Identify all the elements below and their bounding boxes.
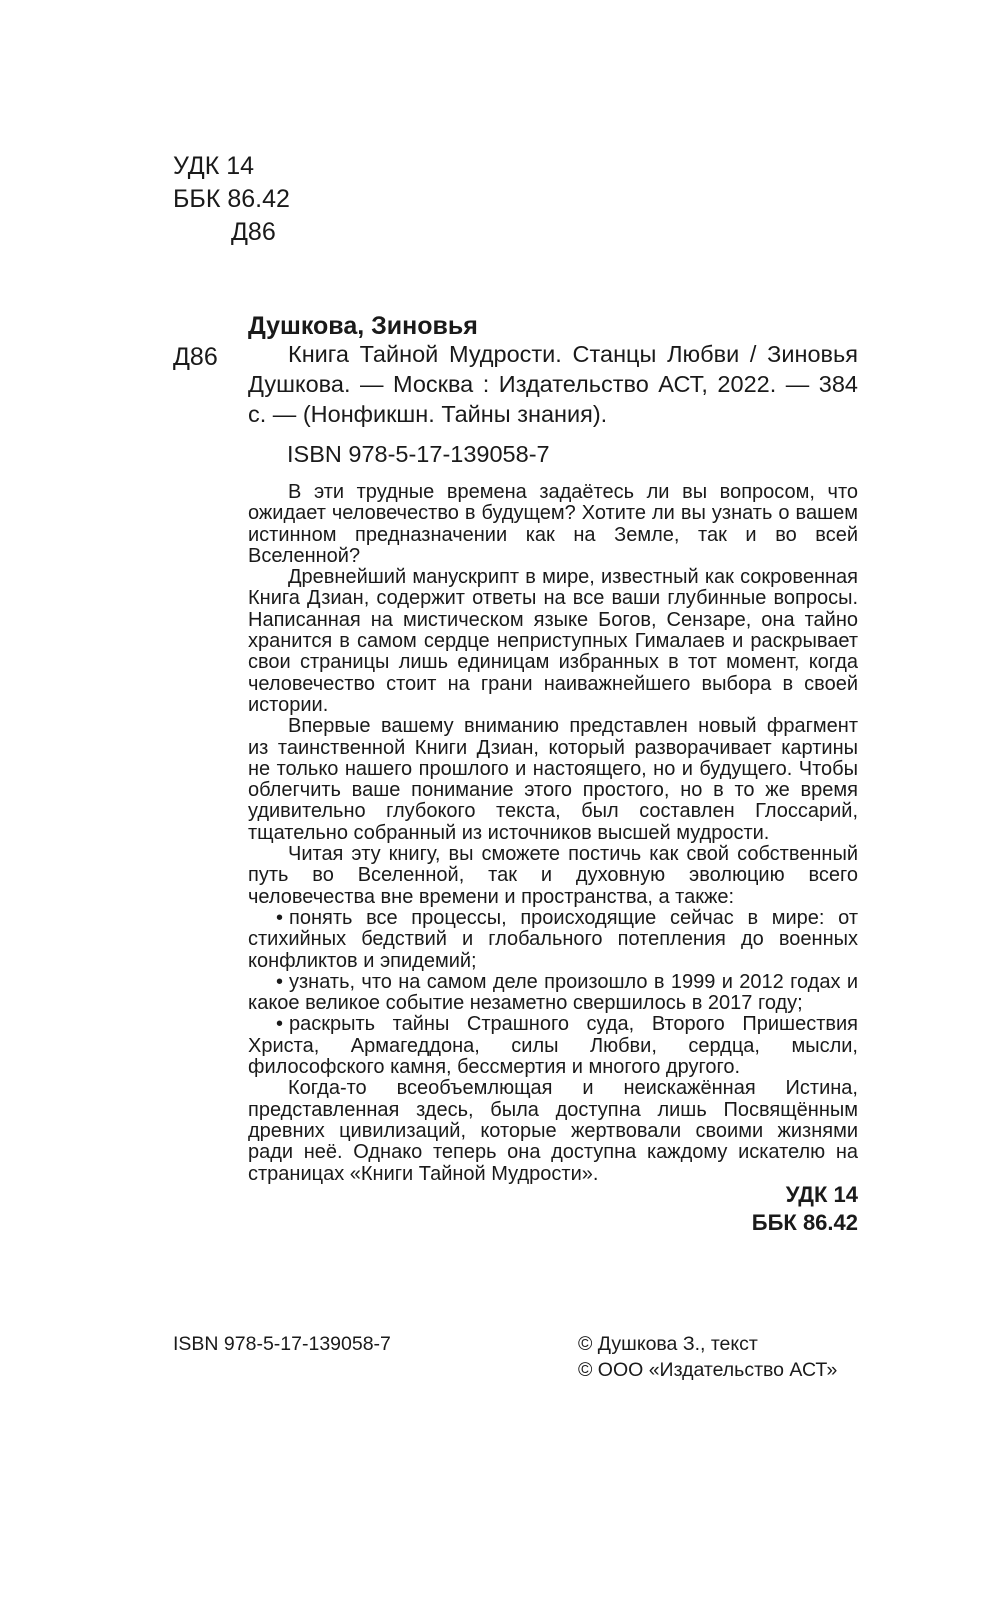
bullet-marker: •	[276, 970, 284, 993]
record-author-mark: Д86	[173, 343, 218, 371]
bullet-marker: •	[276, 906, 284, 929]
bbk-code: ББК 86.42	[173, 185, 290, 213]
bullet-text: понять все процессы, происходящие сейчас в мире: от стихийных бедствий и глобального потепления до военных конфликтов и эпидемий;	[248, 906, 858, 972]
bibliographic-description: Книга Тайной Мудрости. Станцы Любви / Зиновья Душкова. — Москва : Издательство АСТ, 2022. — 384 с. — (Нонфикшн. Тайны знания).	[248, 341, 858, 427]
annotation-bullet	[248, 908, 858, 972]
copyright-author: © Душкова З., текст	[578, 1333, 758, 1355]
annotation-paragraph: В эти трудные времена задаётесь ли вы вопросом, что ожидает человечество в будущем? Хотите ли вы узнать о вашем истинном предназначении как на Земле, так и во всей Вселенной?	[248, 481, 858, 567]
annotation	[248, 482, 858, 1185]
bottom-udk-code: УДК 14	[785, 1182, 858, 1207]
bullet-marker: •	[276, 1013, 284, 1036]
annotation-paragraph: Читая эту книгу, вы сможете постичь как свой собственный путь во Вселенной, так и духовную эволюцию всего человечества вне времени и пространства, а также:	[248, 843, 858, 908]
copyright-publisher: © ООО «Издательство АСТ»	[578, 1359, 838, 1381]
isbn: ISBN 978-5-17-139058-7	[287, 441, 550, 467]
udk-code: УДК 14	[173, 152, 255, 180]
annotation-bullet	[248, 1014, 858, 1078]
author-name: Душкова, Зиновья	[248, 312, 478, 340]
annotation-paragraph: Впервые вашему вниманию представлен новый фрагмент из таинственной Книги Дзиан, который разворачивает картины не только нашего прошлого и настоящего, но и будущего. Чтобы облегчить ваше понимание этого простого, но в то же время удивительно глубокого текста, был составлен Глоссарий, тщательно собранный из источников высшей мудрости.	[248, 715, 858, 844]
annotation-closing: Когда-то всеобъемлющая и неискажённая Истина, представленная здесь, была доступна лишь Посвящённым древних цивилизаций, которые жертвовали своими жизнями ради неё. Однако теперь она доступна каждому искателю на страницах «Книги Тайной Мудрости».	[248, 1077, 858, 1185]
bullet-text: раскрыть тайны Страшного суда, Второго Пришествия Христа, Армагеддона, силы Любви, сердца, мысли, философского камня, бессмертия и многого другого.	[248, 1013, 858, 1079]
author-mark: Д86	[231, 218, 276, 246]
footer-isbn: ISBN 978-5-17-139058-7	[173, 1333, 391, 1355]
bottom-bbk-code: ББК 86.42	[751, 1210, 858, 1235]
annotation-paragraph: Древнейший манускрипт в мире, известный как сокровенная Книга Дзиан, содержит ответы на все ваши глубинные вопросы. Написанная на мистическом языке Богов, Сензаре, она тайно хранится в самом сердце неприступных Гималаев и раскрывает свои страницы лишь единицам избранных в тот момент, когда человечество стоит на грани наиважнейшего выбора в своей истории.	[248, 566, 858, 716]
bullet-text: узнать, что на самом деле произошло в 1999 и 2012 годах и какое великое событие незаметно свершилось в 2017 году;	[248, 970, 858, 1015]
annotation-bullet	[248, 972, 858, 1015]
